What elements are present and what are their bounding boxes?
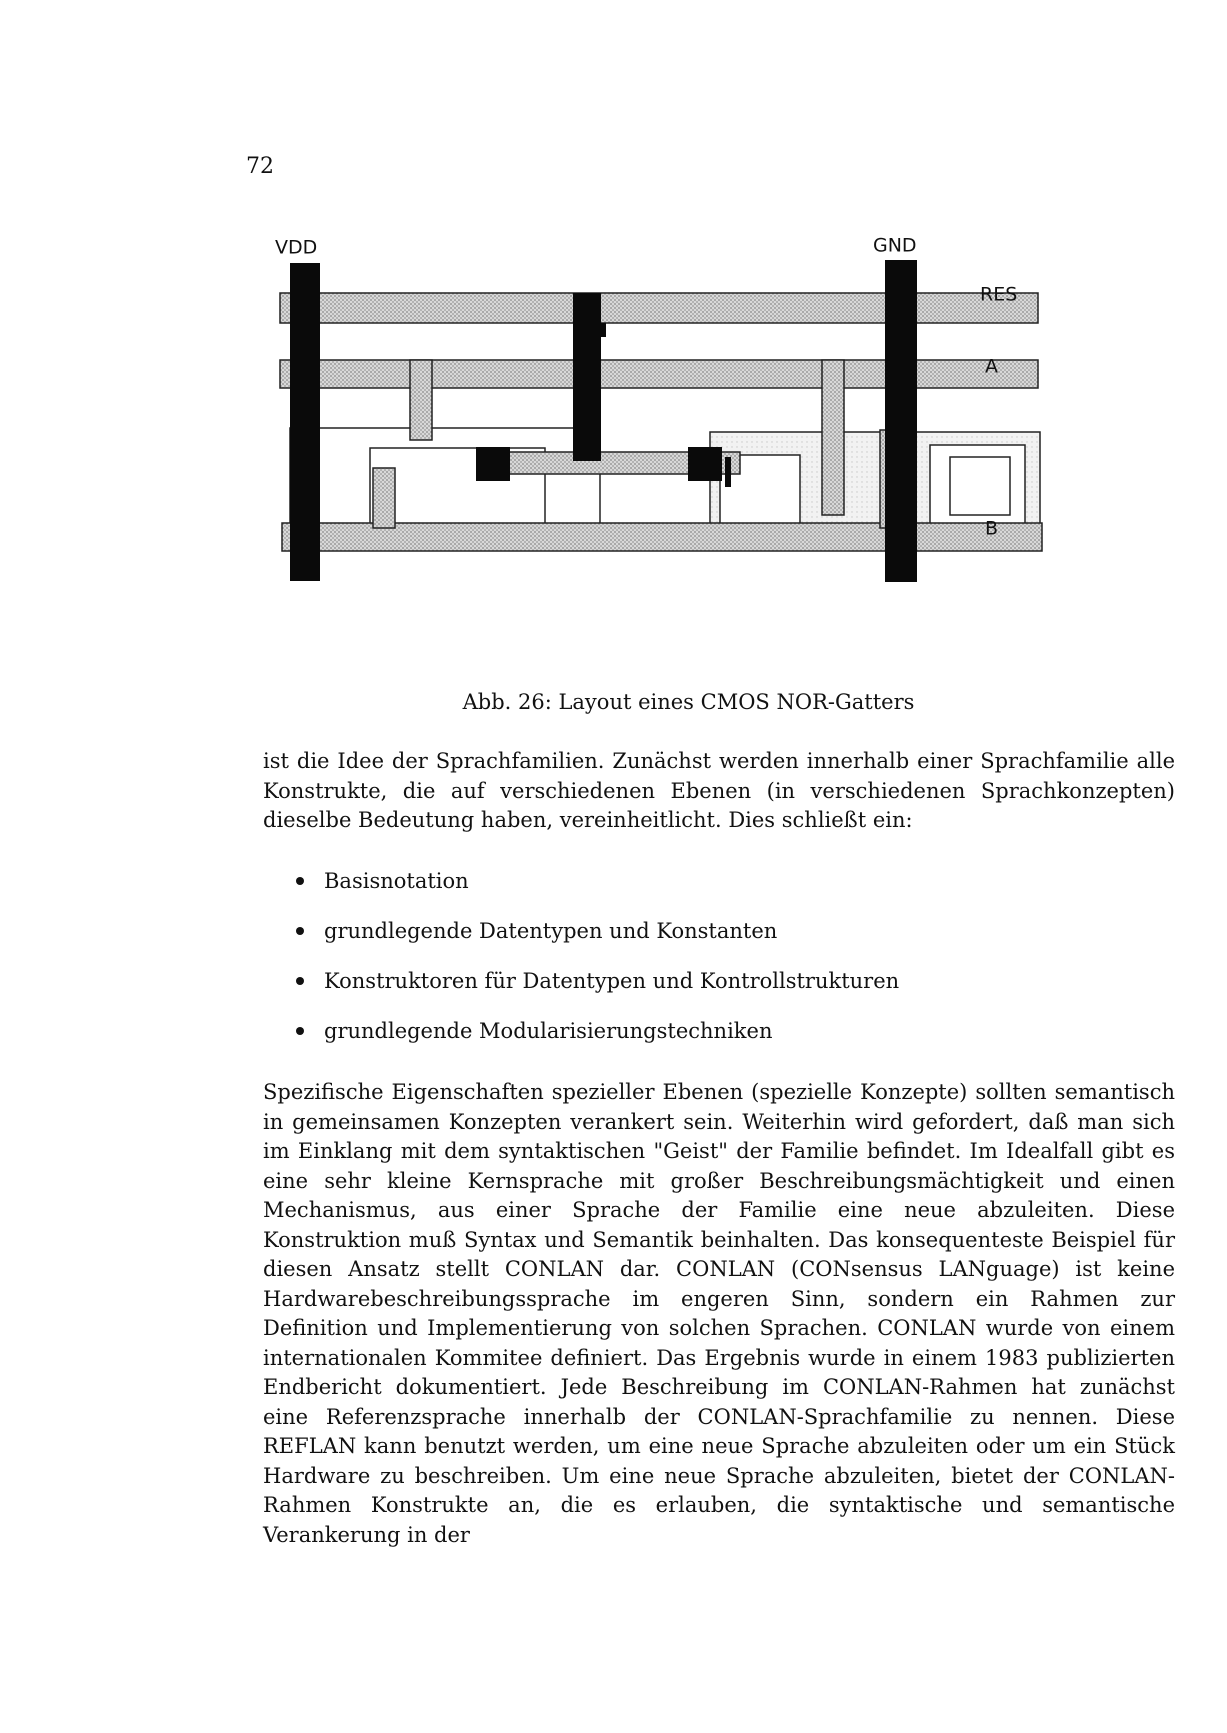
gnd-label: GND <box>873 235 917 257</box>
cmos-nor-layout-figure <box>270 235 1100 655</box>
list-item: grundlegende Modularisierungstechniken <box>296 1016 1096 1066</box>
bullet-icon <box>296 877 304 885</box>
list-item: Konstruktoren für Datentypen und Kontrollstrukturen <box>296 966 1096 1016</box>
bullet-list <box>296 866 1096 1066</box>
paragraph: Spezifische Eigenschaften spezieller Ebenen (spezielle Konzepte) sollten semantisch in gemeinsamen Konzepten verankert sein. Weiterhin wird gefordert, daß man sich im Einklang mit dem syntaktischen "Geist" der Familie befindet. Im Idealfall gibt es eine sehr kleine Kernsprache mit großer Beschreibungsmächtigkeit und einen Mechanismus, aus einer Sprache der Familie eine neue abzuleiten. Diese Konstruktion muß Syntax und Semantik beinhalten. Das konsequenteste Beispiel für diesen Ansatz stellt CONLAN dar. CONLAN (CONsensus LANguage) ist keine Hardwarebeschreibungssprache im engeren Sinn, sondern ein Rahmen zur Definition und Implementierung von solchen Sprachen. CONLAN wurde von einem internationalen Kommitee definiert. Das Ergebnis wurde in einem 1983 publizierten Endbericht dokumentiert. Jede Beschreibung im CONLAN-Rahmen hat zunächst eine Referenzsprache innerhalb der CONLAN-Sprachfamilie zu nennen. Diese REFLAN kann benutzt werden, um eine neue Sprache abzuleiten oder um ein Stück Hardware zu beschreiben. Um eine neue Sprache abzuleiten, bietet der CONLAN-Rahmen Konstrukte an, die es erlauben, die syntaktische und semantische Verankerung in der <box>263 1080 1175 1547</box>
output-metal <box>573 293 601 461</box>
poly-b-left <box>373 468 395 528</box>
list-item: Basisnotation <box>296 866 1096 916</box>
gnd-rail <box>885 260 917 582</box>
res-label: RES <box>980 283 1018 306</box>
b-label: B <box>985 517 999 540</box>
poly-a-right <box>822 360 844 515</box>
bullet-icon <box>296 977 304 985</box>
rail-a <box>280 360 1038 388</box>
bullet-icon <box>296 1027 304 1035</box>
vdd-rail <box>290 263 320 581</box>
rail-res <box>280 293 1038 323</box>
a-label: A <box>985 355 998 378</box>
contact-right <box>688 447 722 481</box>
page-number: 72 <box>246 154 274 179</box>
diffusion-left <box>290 428 600 533</box>
figure-caption: Abb. 26: Layout eines CMOS NOR-Gatters <box>462 690 915 714</box>
rail-b <box>282 523 1042 551</box>
contact-left <box>476 447 510 481</box>
paragraph: ist die Idee der Sprachfamilien. Zunächst werden innerhalb einer Sprachfamilie alle Konstrukte, die auf verschiedenen Ebenen (in verschiedenen Sprachkonzepten) dieselbe Bedeutung haben, vereinheitlicht. Dies schließt ein: <box>263 749 1175 832</box>
bullet-icon <box>296 927 304 935</box>
poly-a-left <box>410 360 432 440</box>
vdd-label: VDD <box>275 236 318 259</box>
list-item: grundlegende Datentypen und Konstanten <box>296 916 1096 966</box>
